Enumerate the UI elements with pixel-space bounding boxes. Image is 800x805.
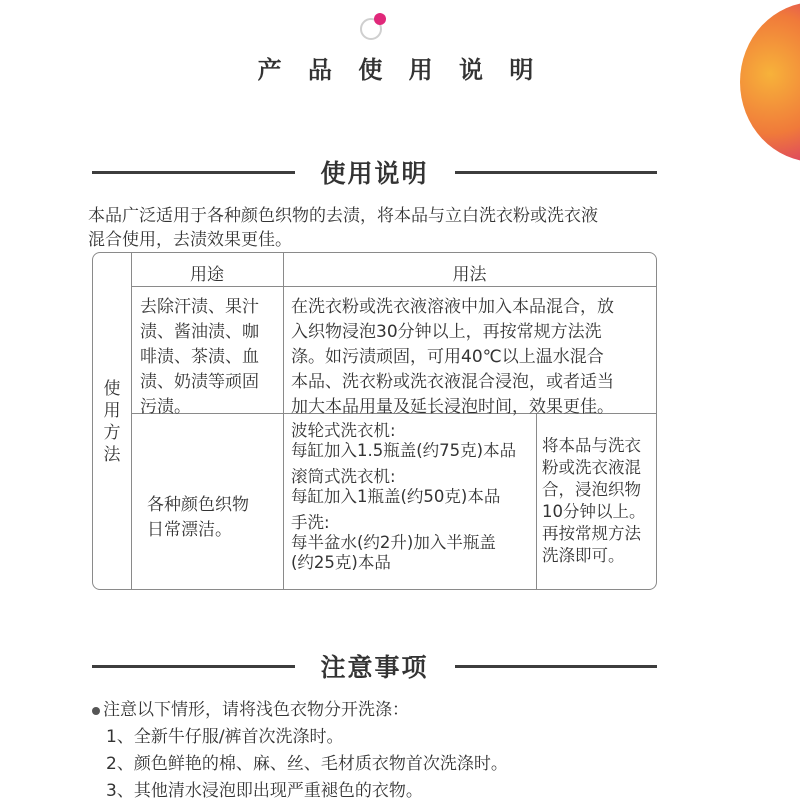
column-header-method: 用法 xyxy=(452,265,487,285)
heading-rule-left xyxy=(92,665,295,668)
usage-table xyxy=(92,252,657,590)
notes-heading-text: 注意事项 xyxy=(320,653,429,682)
intro-line: 混合使用，去渍效果更佳。 xyxy=(88,230,292,250)
row1-purpose: 去除汗渍、果汁 渍、酱油渍、咖 啡渍、茶渍、血 渍、奶渍等顽固 污渍。 xyxy=(140,297,259,417)
list-item: 2、颜色鲜艳的棉、麻、丝、毛材质衣物首次洗涤时。 xyxy=(106,754,508,774)
notes-intro: 注意以下情形，请将浅色衣物分开洗涤： xyxy=(92,697,692,724)
row1-method: 在洗衣粉或洗衣液溶液中加入本品混合，放 入织物浸泡30分钟以上，再按常规方法洗 涤。如污渍顽固，可用40℃以上温水混合 本品、洗衣粉或洗衣液混合浸泡，或者适当 加大本品用量及延长浸泡时间，效果更佳。 xyxy=(291,297,614,417)
list-item: 3、其他清水浸泡即出现严重褪色的衣物。 xyxy=(106,781,423,801)
page-title: 产 品 使 用 说 明 xyxy=(257,56,543,84)
heading-rule-right xyxy=(455,665,658,668)
usage-heading-text: 使用说明 xyxy=(320,159,429,188)
column-header-purpose: 用途 xyxy=(190,265,224,285)
usage-section-heading xyxy=(92,154,657,190)
bullet-icon xyxy=(92,707,100,715)
table-side-label: 使用方法 xyxy=(103,379,121,465)
row2-extra-method: 将本品与洗衣 粉或洗衣液混 合，浸泡织物 10分钟以上。 再按常规方法 洗涤即可。 xyxy=(542,436,646,565)
notes-list xyxy=(92,697,692,805)
usage-intro xyxy=(88,204,673,252)
intro-line: 本品广泛适用于各种颜色织物的去渍，将本品与立白洗衣粉或洗衣液 xyxy=(88,206,598,226)
ring-dot-logo-icon xyxy=(358,12,388,42)
row2-method: 波轮式洗衣机: 每缸加入1.5瓶盖(约75克)本品 滚筒式洗衣机: 每缸加入1瓶盖(约50克)本品 手洗: 每半盆水(约2升)加入半瓶盖 (约25克)本品 xyxy=(291,421,517,572)
heading-rule-right xyxy=(455,171,658,174)
row2-purpose: 各种颜色织物 日常漂洁。 xyxy=(147,495,249,540)
heading-rule-left xyxy=(92,171,295,174)
list-item: 1、全新牛仔服/裤首次洗涤时。 xyxy=(106,727,344,747)
notes-section-heading xyxy=(92,648,657,684)
